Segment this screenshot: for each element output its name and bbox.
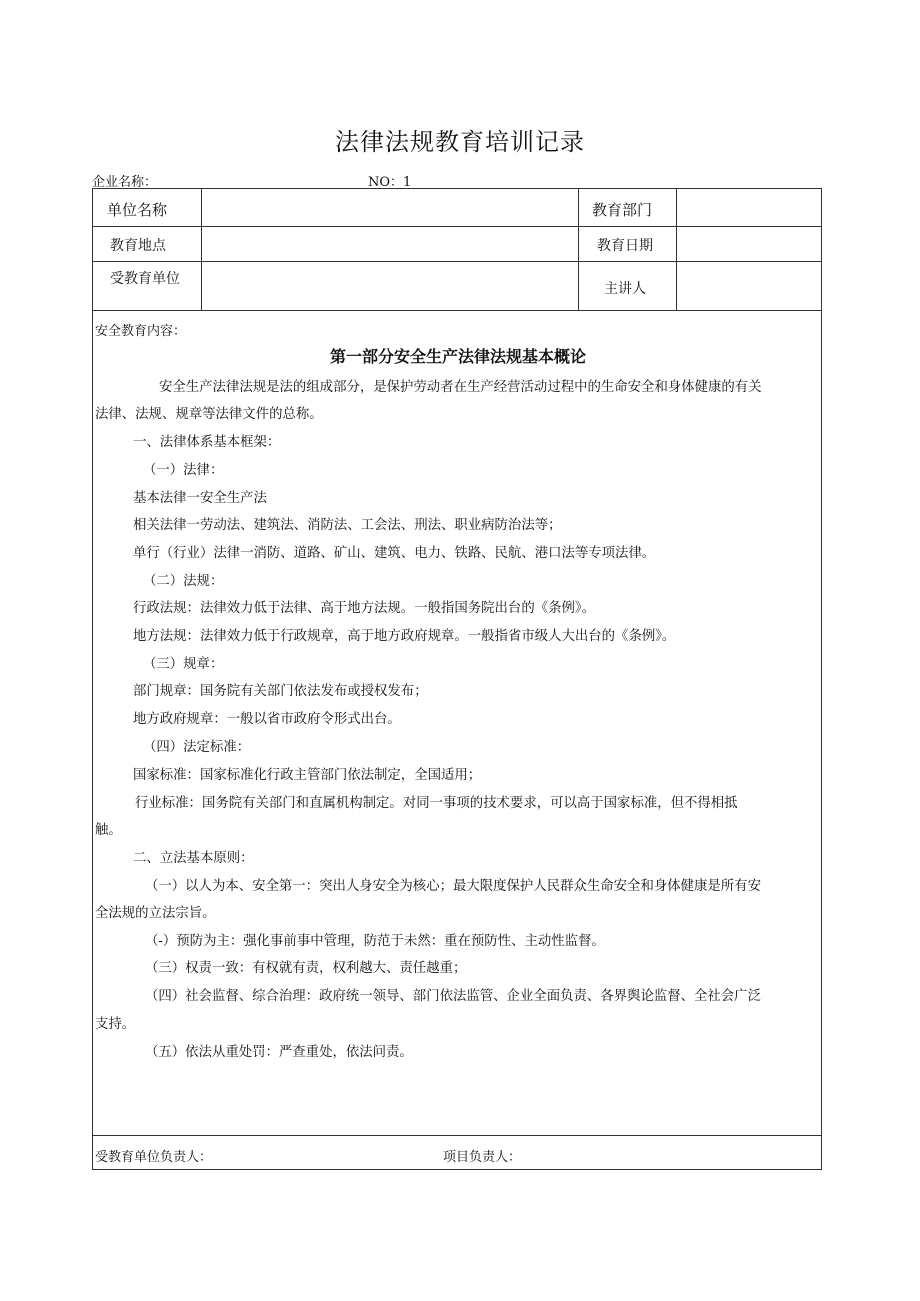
paragraph-line: 法律、法规、规章等法律文件的总称。	[95, 407, 323, 422]
paragraph-line: 安全生产法律法规是法的组成部分，是保护劳动者在生产经营活动过程中的生命安全和身体健康的有关	[159, 380, 762, 395]
paragraph-line: 相关法律一劳动法、建筑法、消防法、工会法、刑法、职业病防治法等；	[133, 518, 562, 533]
project-head-label: 项目负责人：	[443, 1150, 522, 1165]
subsection-heading: （三）规章：	[143, 657, 224, 672]
education-date-field[interactable]	[677, 227, 821, 260]
paragraph-line: 触。	[95, 823, 122, 838]
paragraph-line: 行政法规：法律效力低于法律、高于地方法规。一般指国务院出台的《条例》。	[133, 601, 595, 616]
paragraph-line: 地方政府规章：一般以省市政府令形式出台。	[133, 712, 401, 727]
paragraph-line: 行业标准：国务院有关部门和直属机构制定。对同一事项的技术要求，可以高于国家标准，但不得相抵	[135, 796, 738, 811]
paragraph-line: 部门规章：国务院有关部门依法发布或授权发布；	[133, 684, 428, 699]
record-number: NO：1	[368, 175, 412, 190]
unit-name-field[interactable]	[199, 189, 575, 225]
education-date-label: 教育日期	[597, 238, 653, 254]
education-location-field[interactable]	[202, 227, 577, 260]
paragraph-line: 支持。	[95, 1017, 136, 1032]
paragraph-line: 全法规的立法宗旨。	[95, 906, 216, 921]
paragraph-line: （五）依法从重处罚：严查重处，依法问责。	[145, 1045, 413, 1060]
content-heading: 第一部分安全生产法律法规基本概论	[329, 347, 586, 366]
paragraph-line: （一）以人为本、安全第一：突出人身安全为核心；最大限度保护人民群众生命安全和身体健康是所有安	[145, 879, 761, 894]
section-heading: 二、立法基本原则：	[133, 851, 254, 866]
paragraph-line: 国家标准：国家标准化行政主管部门依法制定，全国适用；	[133, 768, 482, 783]
content-label: 安全教育内容：	[95, 324, 187, 339]
unit-name-label: 单位名称	[107, 201, 168, 219]
company-name-label: 企业名称：	[92, 175, 158, 190]
subsection-heading: （二）法规：	[143, 574, 224, 589]
row-divider	[93, 310, 821, 311]
subsection-heading: （四）法定标准：	[143, 740, 251, 755]
education-dept-field[interactable]	[677, 189, 821, 225]
paragraph-line: （四）社会监督、综合治理：政府统一领导、部门依法监管、企业全面负责、各界舆论监督、全社会广泛	[145, 989, 761, 1004]
column-divider	[578, 189, 579, 310]
row-divider	[93, 1135, 821, 1136]
trainee-unit-label: 受教育单位	[110, 271, 180, 287]
training-record-form	[92, 188, 822, 1170]
education-location-label: 教育地点	[110, 238, 166, 254]
speaker-field[interactable]	[677, 262, 821, 309]
trainee-unit-head-label: 受教育单位负责人：	[95, 1150, 213, 1165]
paragraph-line: 单行（行业）法律一消防、道路、矿山、建筑、电力、铁路、民航、港口法等专项法律。	[133, 546, 656, 561]
trainee-unit-field[interactable]	[202, 262, 577, 309]
paragraph-line: （-）预防为主：强化事前事中管理，防范于未然：重在预防性、主动性监督。	[145, 934, 605, 949]
paragraph-line: （三）权责一致：有权就有责，权利越大、责任越重；	[145, 961, 467, 976]
section-heading: 一、法律体系基本框架：	[133, 435, 281, 450]
speaker-label: 主讲人	[604, 281, 646, 297]
paragraph-line: 基本法律一安全生产法	[133, 491, 267, 506]
education-dept-label: 教育部门	[592, 201, 653, 219]
document-title: 法律法规教育培训记录	[335, 128, 585, 156]
subsection-heading: （一）法律：	[143, 463, 224, 478]
paragraph-line: 地方法规：法律效力低于行政规章，高于地方政府规章。一般指省市级人大出台的《条例》。	[133, 629, 676, 644]
